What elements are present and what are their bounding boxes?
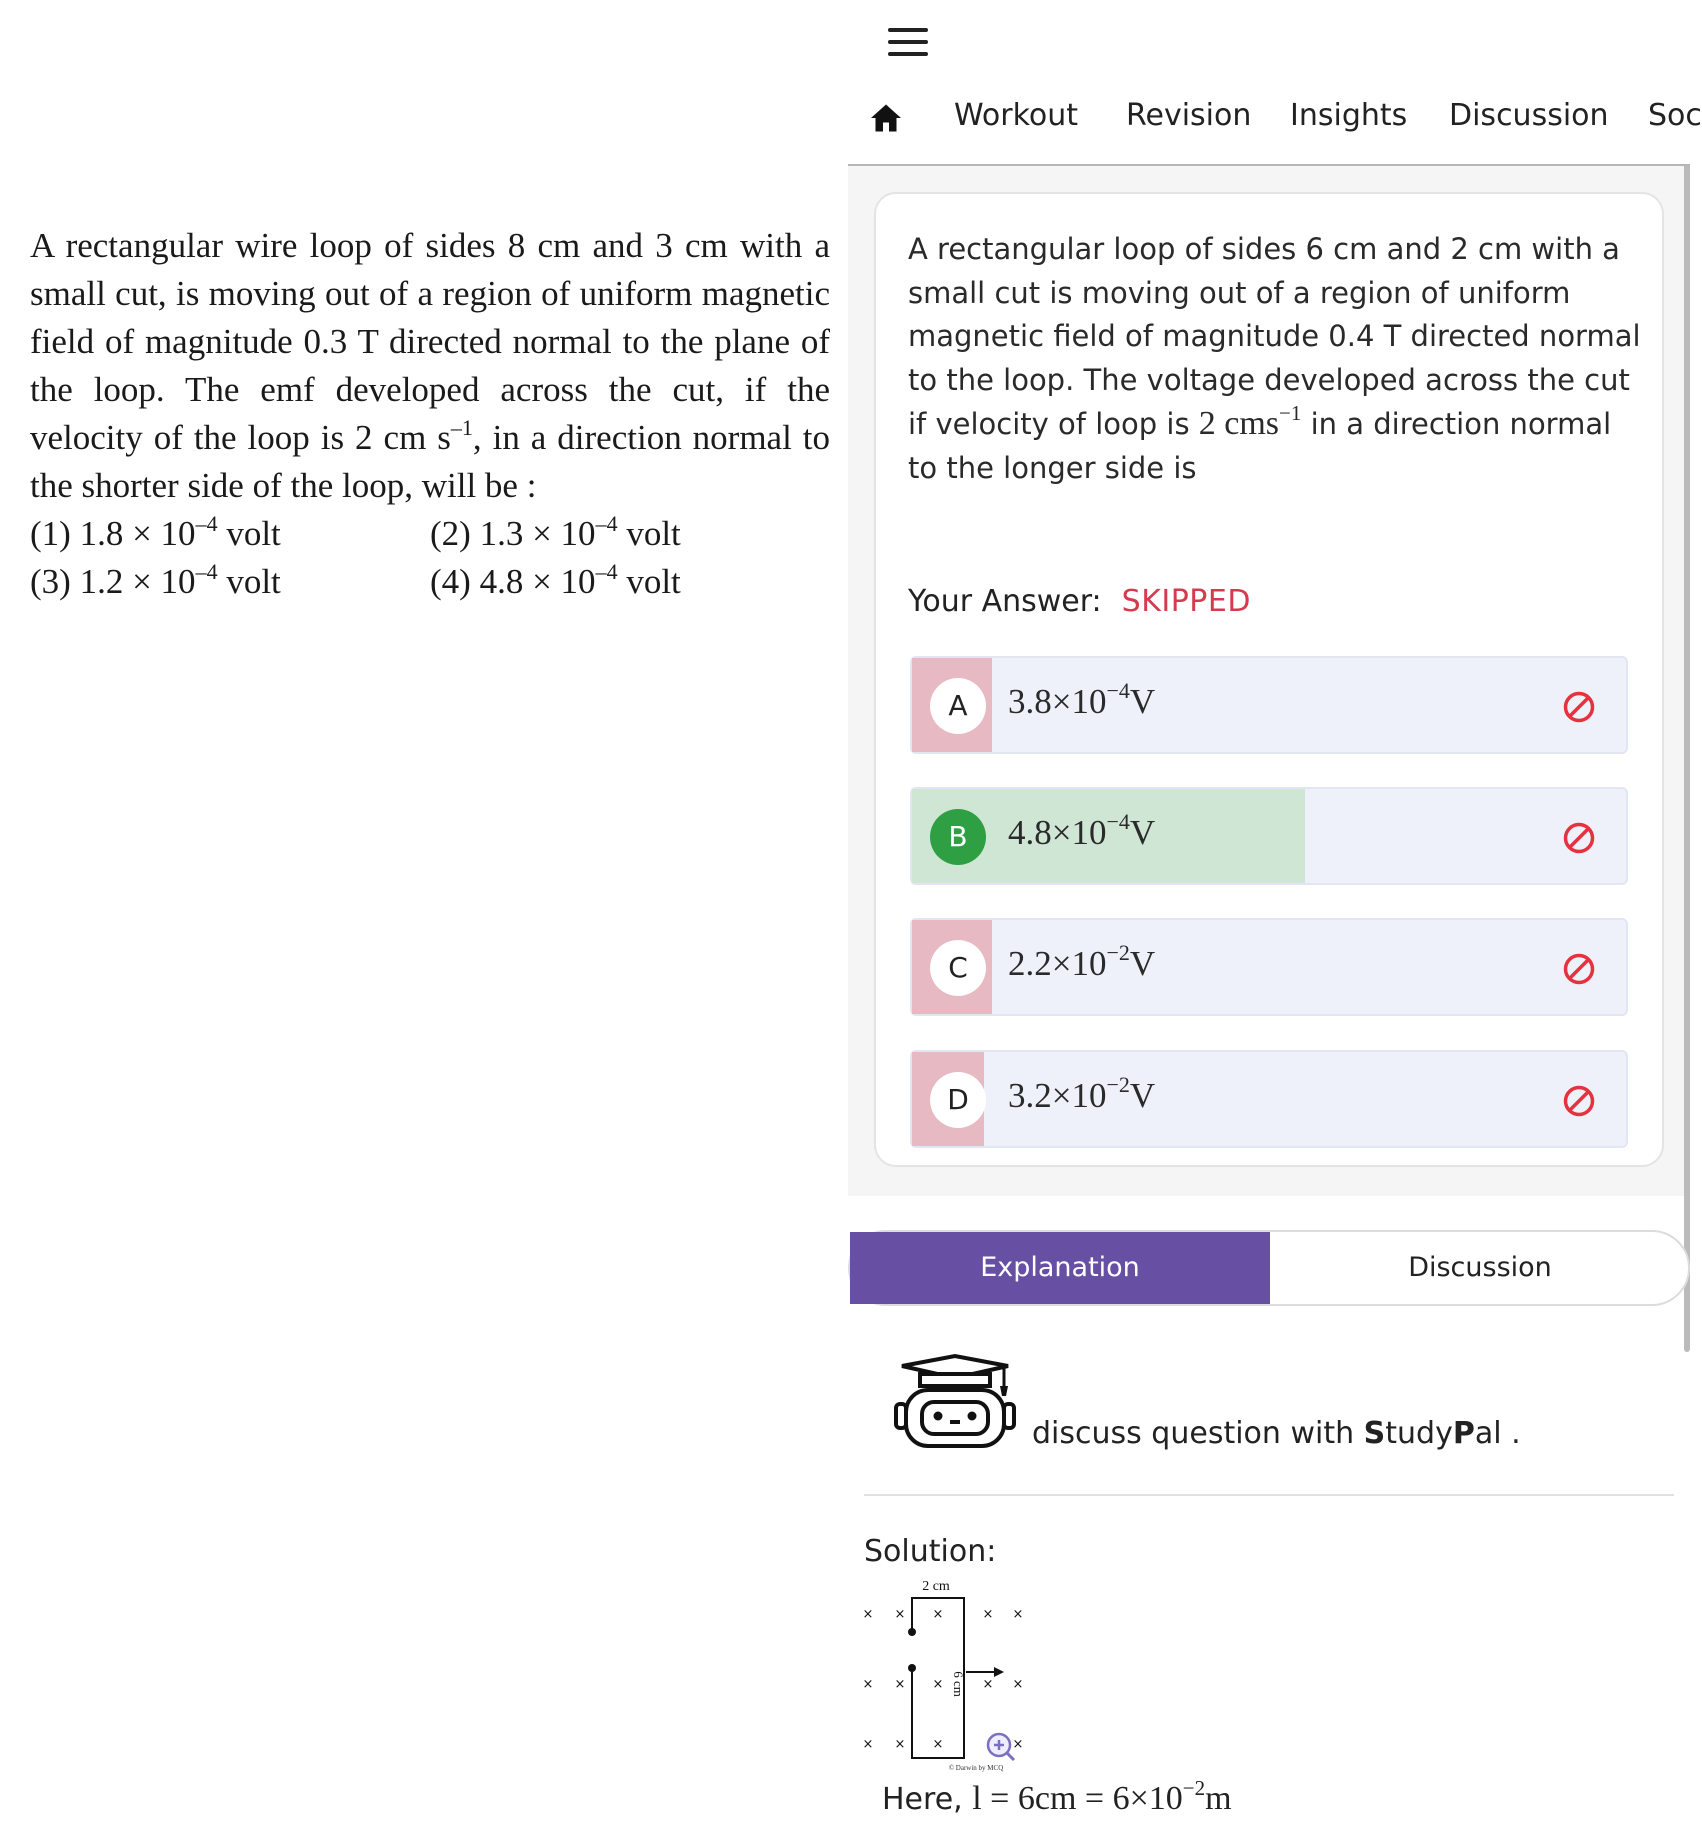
original-option-3: (3) $1.2 \times 10^{-4}$ volt [30, 559, 281, 601]
option-c[interactable] [910, 918, 1628, 1016]
option-b[interactable] [910, 787, 1628, 885]
explanation-discussion-toggle [848, 1230, 1690, 1306]
tab-social[interactable]: Soc [1648, 98, 1702, 133]
option-letter: C [930, 940, 986, 996]
solution-heading: Solution: [864, 1534, 997, 1569]
scrollbar[interactable] [1684, 166, 1690, 1352]
svg-text:×: × [862, 1607, 874, 1622]
discussion-button[interactable]: Discussion [1408, 1252, 1552, 1283]
svg-text:×: × [862, 1677, 874, 1692]
svg-text:×: × [1012, 1607, 1024, 1622]
diagram-top-label: 2 cm [922, 1579, 950, 1594]
svg-text:×: × [932, 1737, 944, 1752]
svg-text:×: × [932, 1607, 944, 1622]
menu-icon[interactable] [888, 28, 928, 58]
zoom-icon[interactable] [988, 1734, 1014, 1760]
question-text: A rectangular loop of sides 6 cm and 2 cm with a small cut is moving out of a region of uniform magnetic field of magnitude 0.4 T directed normal to the loop. The voltage developed across the cut if velocity of loop is 2 cms$^{-1}$ in a direction normal to the longer side is [908, 232, 1641, 485]
option-letter: A [930, 678, 986, 734]
diagram-credit: © Darwin by MCQ [948, 1764, 1004, 1772]
option-value: $4.8\times 10^{-4}V$ [1008, 809, 1156, 852]
studypal-text: discuss question with StudyPal . [1032, 1416, 1521, 1451]
app-panel [848, 0, 1702, 1823]
option-letter: B [930, 809, 986, 865]
tab-discussion[interactable]: Discussion [1449, 98, 1609, 133]
original-option-1: (1) $1.8 \times 10^{-4}$ volt [30, 511, 281, 553]
solution-line: Here, $l = 6cm = 6\times 10^{-2}m$ [882, 1776, 1232, 1817]
svg-text:×: × [894, 1677, 906, 1692]
svg-text:×: × [894, 1737, 906, 1752]
wrong-icon [1562, 952, 1596, 986]
wrong-icon [1562, 1084, 1596, 1118]
svg-text:×: × [982, 1607, 994, 1622]
svg-text:×: × [982, 1677, 994, 1692]
original-option-2: (2) $1.3 \times 10^{-4}$ volt [430, 511, 681, 553]
your-answer [908, 584, 1251, 619]
your-answer-label: Your Answer: [908, 584, 1102, 619]
explanation-button[interactable]: Explanation [850, 1232, 1270, 1304]
nav-tabs [848, 88, 1702, 172]
wrong-icon [1562, 821, 1596, 855]
original-question [30, 222, 830, 606]
option-value: $3.2\times 10^{-2}V$ [1008, 1072, 1156, 1115]
original-option-4: (4) $4.8 \times 10^{-4}$ volt [430, 559, 681, 601]
original-options [30, 510, 830, 606]
option-a[interactable] [910, 656, 1628, 754]
diagram-side-label: 6 cm [951, 1671, 966, 1697]
wrong-icon [1562, 690, 1596, 724]
tab-workout[interactable]: Workout [954, 98, 1079, 133]
option-letter: D [930, 1072, 986, 1128]
svg-text:×: × [862, 1737, 874, 1752]
answer-status: SKIPPED [1121, 584, 1251, 619]
solution-diagram [858, 1572, 1068, 1782]
option-d[interactable] [910, 1050, 1628, 1148]
velocity-math: 2 cms$^{-1}$ [1198, 401, 1302, 442]
tab-revision[interactable]: Revision [1126, 98, 1252, 133]
option-value: $3.8\times 10^{-4}V$ [1008, 678, 1156, 721]
svg-text:×: × [932, 1677, 944, 1692]
studypal-bot-icon [892, 1352, 1018, 1454]
option-value: $2.2\times 10^{-2}V$ [1008, 940, 1156, 983]
original-question-text: A rectangular wire loop of sides 8 cm and 3 cm with a small cut, is moving out of a region of uniform magnetic field of magnitude 0.3 T directed normal to the plane of the loop. The emf developed across the cut, if the velocity of the loop is 2 cm $s^{-1}$, in a direction normal to the shorter side of the loop, will be : [30, 226, 830, 505]
tab-insights[interactable]: Insights [1290, 98, 1408, 133]
svg-text:×: × [1012, 1737, 1024, 1752]
svg-text:×: × [894, 1607, 906, 1622]
svg-text:×: × [1012, 1677, 1024, 1692]
home-icon[interactable] [868, 100, 904, 136]
section-divider [864, 1494, 1674, 1496]
